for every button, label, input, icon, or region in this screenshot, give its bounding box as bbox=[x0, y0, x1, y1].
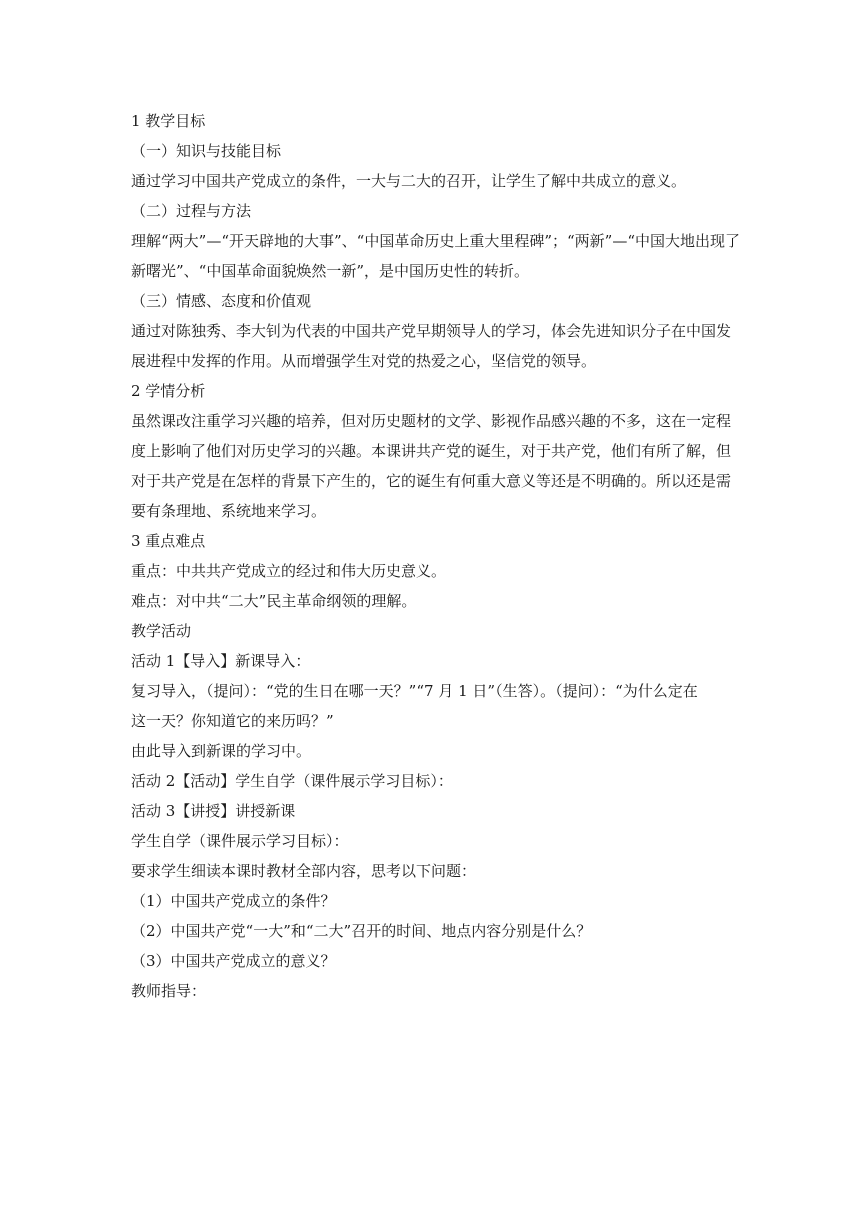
activity-3-title: 活动 3【讲授】讲授新课 bbox=[131, 802, 296, 820]
paragraph-transition: 由此导入到新课的学习中。 bbox=[131, 742, 312, 760]
question-2: （2）中国共产党“一大”和“二大”召开的时间、地点内容分别是什么？ bbox=[131, 922, 592, 940]
question-3: （3）中国共产党成立的意义？ bbox=[131, 952, 336, 970]
paragraph-line: 复习导入，（提问）：“党的生日在哪一天？”“7 月 1 日”（生答）。（提问）：“为什么定在 bbox=[131, 682, 698, 700]
activity-1-title: 活动 1【导入】新课导入： bbox=[131, 652, 311, 670]
subheading-knowledge-skills: （一）知识与技能目标 bbox=[131, 142, 282, 160]
subheading-process-method: （二）过程与方法 bbox=[131, 202, 252, 220]
paragraph-knowledge-skills: 通过学习中国共产党成立的条件，一大与二大的召开，让学生了解中共成立的意义。 bbox=[131, 172, 687, 190]
paragraph-line: 这一天？你知道它的来历吗？” bbox=[131, 712, 334, 730]
paragraph-key-point: 重点：中共共产党成立的经过和伟大历史意义。 bbox=[131, 562, 447, 580]
paragraph-requirement: 要求学生细读本课时教材全部内容，思考以下问题： bbox=[131, 862, 477, 880]
paragraph-line: 新曙光”、“中国革命面貌焕然一新”，是中国历史性的转折。 bbox=[131, 262, 530, 280]
paragraph-emotion-values bbox=[131, 316, 731, 376]
paragraph-learning-analysis bbox=[131, 406, 731, 526]
paragraph-line: 展进程中发挥的作用。从而增强学生对党的热爱之心，坚信党的领导。 bbox=[131, 352, 597, 370]
paragraph-line: 虽然课改注重学习兴趣的培养，但对历史题材的文学、影视作品感兴趣的不多，这在一定程 bbox=[131, 412, 732, 430]
heading-teaching-activities: 教学活动 bbox=[131, 622, 192, 640]
paragraph-line: 度上影响了他们对历史学习的兴趣。本课讲共产党的诞生，对于共产党，他们有所了解，但 bbox=[131, 442, 732, 460]
heading-key-difficulties: 3 重点难点 bbox=[131, 532, 206, 550]
paragraph-line: 对于共产党是在怎样的背景下产生的，它的诞生有何重大意义等还是不明确的。所以还是需 bbox=[131, 472, 732, 490]
teacher-guidance: 教师指导： bbox=[131, 982, 207, 1000]
paragraph-line: 要有条理地、系统地来学习。 bbox=[131, 502, 327, 520]
paragraph-difficult-point: 难点：对中共“二大”民主革命纲领的理解。 bbox=[131, 592, 417, 610]
paragraph-self-study: 学生自学（课件展示学习目标）： bbox=[131, 832, 349, 850]
heading-learning-analysis: 2 学情分析 bbox=[131, 382, 206, 400]
question-1: （1）中国共产党成立的条件？ bbox=[131, 892, 336, 910]
subheading-emotion-values: （三）情感、态度和价值观 bbox=[131, 292, 312, 310]
paragraph-process-method bbox=[131, 226, 741, 286]
paragraph-line: 通过对陈独秀、李大钊为代表的中国共产党早期领导人的学习，体会先进知识分子在中国发 bbox=[131, 322, 732, 340]
heading-teaching-objectives: 1 教学目标 bbox=[131, 112, 206, 130]
document-page bbox=[131, 106, 741, 1006]
paragraph-review-intro bbox=[131, 676, 731, 736]
activity-2-title: 活动 2【活动】学生自学（课件展示学习目标）： bbox=[131, 772, 453, 790]
paragraph-line: 理解“两大”—“开天辟地的大事”、“中国革命历史上重大里程碑”；“两新”—“中国大地出现了 bbox=[131, 232, 741, 250]
